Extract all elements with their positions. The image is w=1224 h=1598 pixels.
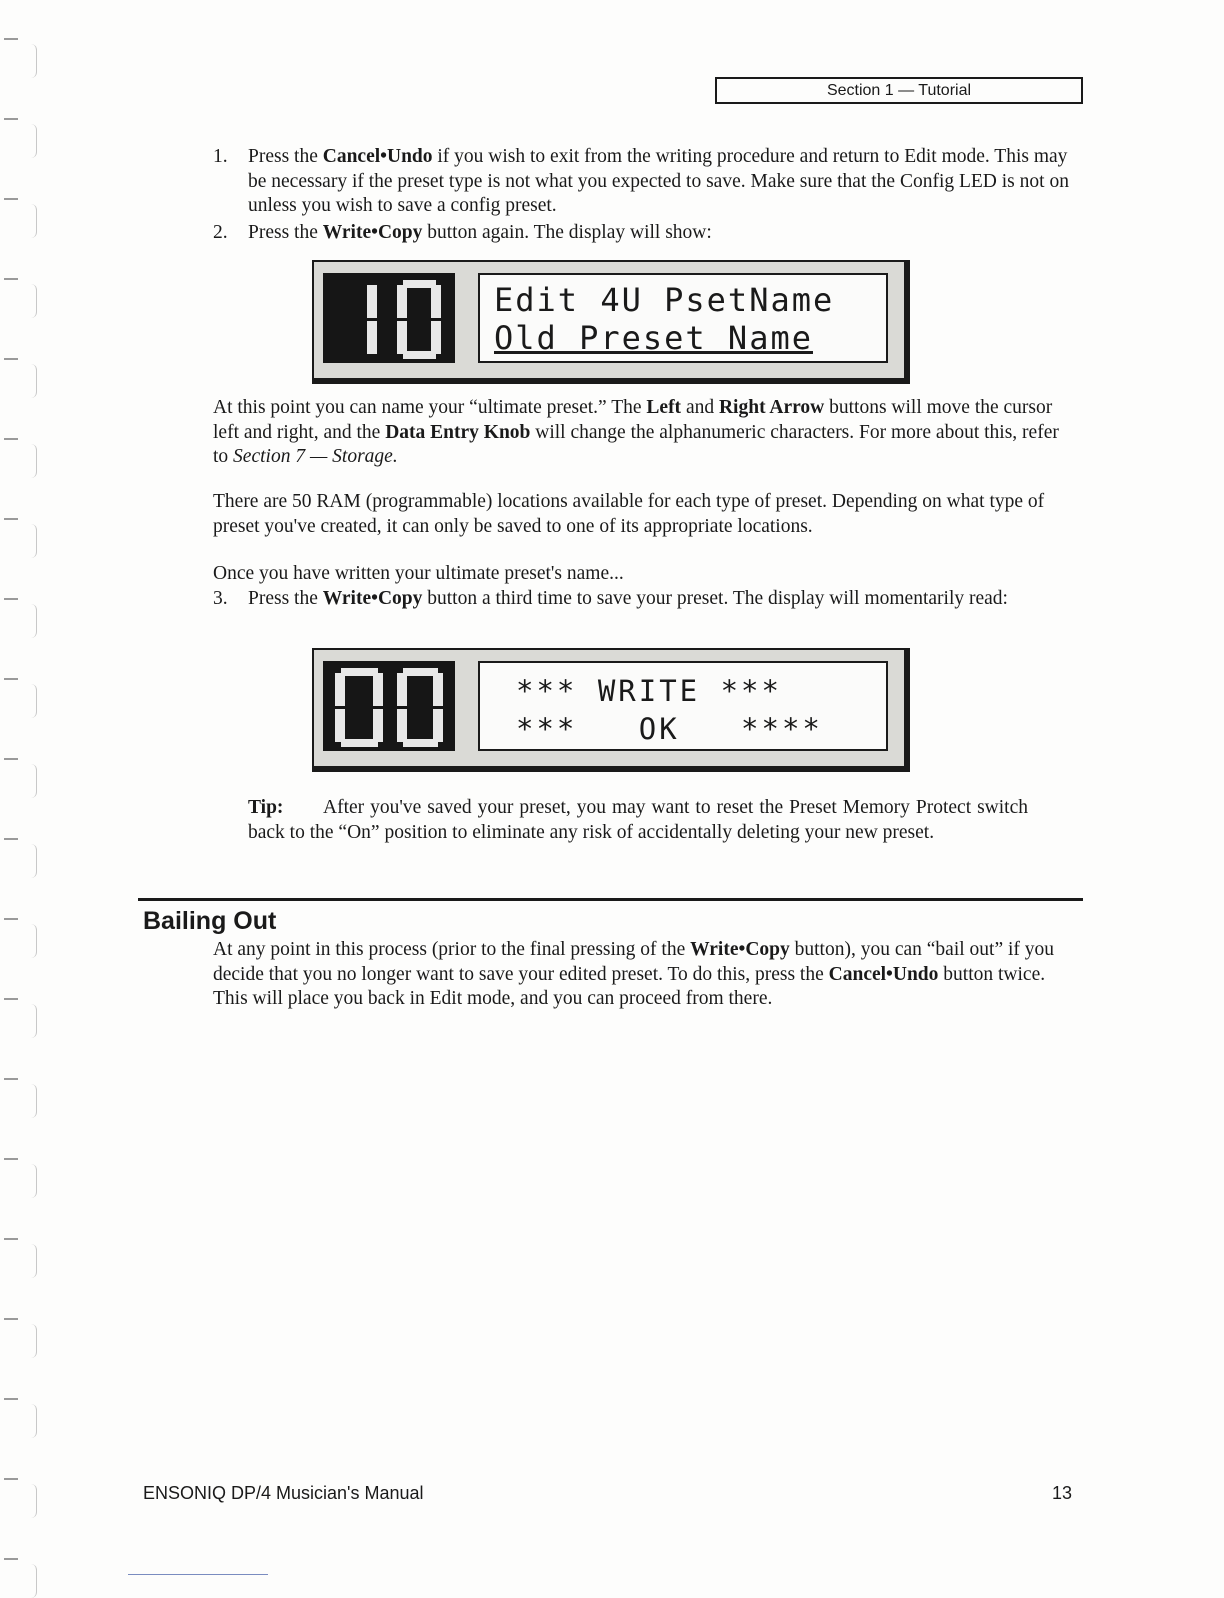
led-digits-00-graphic — [323, 661, 455, 751]
binding-mark — [4, 1238, 18, 1240]
binding-arc — [30, 1244, 37, 1278]
paragraph-ram-locations — [213, 490, 1073, 539]
led-digits-10-graphic — [323, 273, 455, 363]
binding-arc — [30, 44, 37, 78]
binding-mark — [4, 1318, 18, 1320]
binding-arc — [30, 284, 37, 318]
section-divider — [138, 898, 1083, 901]
bailing-out-text — [213, 938, 1073, 1012]
binding-mark — [4, 118, 18, 120]
text-run: button twice. This will place you back in Edit mode, and you can proceed from there. — [213, 963, 1046, 1009]
binding-mark — [4, 38, 18, 40]
text-run: Press the — [248, 222, 323, 243]
led-digits — [323, 661, 455, 751]
bold-term: Right Arrow — [718, 397, 825, 418]
binding-mark — [4, 918, 18, 920]
step-number: 1. — [213, 146, 228, 167]
bold-term: Cancel•Undo — [828, 963, 939, 985]
binding-mark — [4, 278, 18, 280]
bold-term: Cancel•Undo — [322, 146, 433, 167]
bold-term: Write•Copy — [690, 939, 790, 960]
section-header-box — [715, 77, 1083, 104]
binding-mark — [4, 438, 18, 440]
text-run: will change the alphanumeric characters. For more about this, refer to — [213, 421, 1059, 467]
lcd-line-1: *** WRITE *** — [516, 674, 782, 708]
text-run: At any point in this process (prior to the final pressing of the — [213, 939, 691, 960]
text-run: and — [681, 397, 719, 418]
binding-arc — [30, 1004, 37, 1038]
paragraph-once-written — [213, 562, 1073, 587]
binding-arc — [30, 1164, 37, 1198]
binding-arc — [30, 124, 37, 158]
binding-arc — [30, 924, 37, 958]
lcd-display-edit-name — [312, 260, 910, 384]
binding-mark — [4, 678, 18, 680]
text-run: Press the — [248, 146, 323, 167]
bailing-out-heading: Bailing Out — [143, 907, 277, 935]
binding-arc — [30, 1084, 37, 1118]
binding-mark — [4, 998, 18, 1000]
section-header-label: Section 1 — Tutorial — [826, 81, 972, 99]
binding-mark — [4, 838, 18, 840]
lcd-line-2: *** OK **** — [516, 712, 823, 746]
text-run: button again. The display will show: — [422, 222, 712, 243]
bold-term: Left — [646, 397, 682, 418]
binding-mark — [4, 1398, 18, 1400]
binding-arc — [30, 1484, 37, 1518]
bold-term: Write•Copy — [322, 222, 423, 243]
led-digits — [323, 273, 455, 363]
lcd-text-screen — [478, 273, 888, 363]
step-3-text — [248, 587, 1073, 612]
text-run: At this point you can name your “ultimate preset.” The — [213, 397, 647, 418]
binding-arc — [30, 684, 37, 718]
bottom-edge-line — [128, 1574, 268, 1575]
binding-mark — [4, 1558, 18, 1560]
binding-arc — [30, 844, 37, 878]
binding-arc — [30, 604, 37, 638]
binding-mark — [4, 1478, 18, 1480]
binding-arc — [30, 1564, 37, 1598]
text-run: Once you have written your ultimate preset's name... — [213, 563, 624, 584]
step-2-text — [248, 221, 1073, 246]
text-run: There are 50 RAM (programmable) locations available for each type of preset. Depending on what type of preset you've created, it can only be saved to one of its appropriate locations. — [213, 491, 1045, 537]
binding-mark — [4, 1158, 18, 1160]
binding-arc — [30, 444, 37, 478]
lcd-line-1: Edit 4U PsetName — [494, 281, 835, 319]
binding-arc — [30, 364, 37, 398]
binding-arc — [30, 764, 37, 798]
bold-term: Data Entry Knob — [385, 421, 531, 443]
bold-term: Write•Copy — [322, 588, 423, 609]
step-1-text — [248, 145, 1073, 219]
text-run: buttons will move the cursor left and right, and the — [213, 397, 1053, 443]
footer-manual-title: ENSONIQ DP/4 Musician's Manual — [143, 1483, 424, 1503]
binding-arc — [30, 1324, 37, 1358]
lcd-display-write-ok — [312, 648, 910, 772]
binding-edge — [0, 0, 40, 1584]
binding-mark — [4, 198, 18, 200]
lcd-line-2: Old Preset Name — [494, 319, 813, 357]
binding-arc — [30, 1404, 37, 1438]
text-run: Press the — [248, 588, 323, 609]
binding-arc — [30, 524, 37, 558]
binding-mark — [4, 758, 18, 760]
binding-mark — [4, 358, 18, 360]
binding-mark — [4, 598, 18, 600]
text-run: if you wish to exit from the writing procedure and return to Edit mode. This may be necessary if the preset type is not what you expected to save. Make sure that the Config LED is not on unless you wish to save a config preset. — [248, 146, 1069, 216]
text-run: button), you can “bail out” if you decide that you no longer want to save your edited preset. To do this, press the — [213, 939, 1055, 985]
tip-text: After you've saved your preset, you may want to reset the Preset Memory Protect switch back to the “On” position to eliminate any risk of accidentally deleting your new preset. — [248, 797, 1028, 843]
tip-label: Tip: — [248, 797, 284, 818]
binding-mark — [4, 1078, 18, 1080]
step-number: 2. — [213, 222, 228, 243]
step-number: 3. — [213, 588, 228, 609]
italic-reference: Section 7 — Storage. — [233, 446, 398, 467]
footer-page-number: 13 — [1052, 1483, 1073, 1503]
binding-arc — [30, 204, 37, 238]
binding-mark — [4, 518, 18, 520]
lcd-text-screen — [478, 661, 888, 751]
paragraph-naming — [213, 396, 1073, 470]
text-run: button a third time to save your preset. The display will momentarily read: — [422, 588, 1008, 609]
